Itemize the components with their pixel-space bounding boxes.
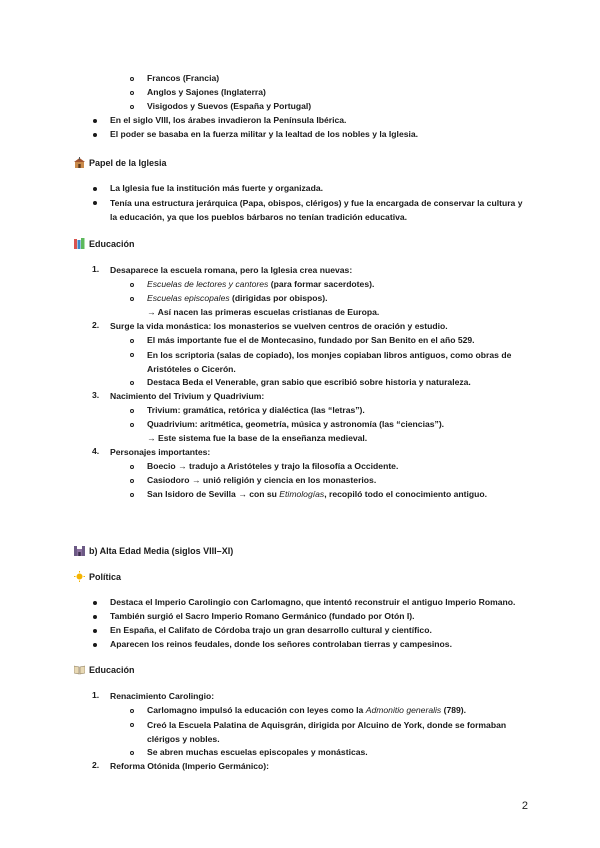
castle-icon xyxy=(74,545,85,556)
sub-bullet xyxy=(130,465,134,469)
page-number: 2 xyxy=(521,800,528,812)
books-icon xyxy=(74,238,85,249)
section-heading-text: Política xyxy=(89,571,122,582)
section-heading xyxy=(74,157,167,168)
list-item: Personajes importantes: xyxy=(110,447,211,457)
bullet xyxy=(93,643,97,647)
list-item: Se abren muchas escuelas episcopales y monásticas. xyxy=(147,747,368,757)
list-number: 1. xyxy=(92,264,100,274)
sub-bullet xyxy=(130,409,134,413)
sub-bullet xyxy=(130,105,134,109)
list-item: También surgió el Sacro Imperio Romano Germánico (fundado por Otón I). xyxy=(110,611,415,621)
sub-bullet xyxy=(130,77,134,81)
list-number: 4. xyxy=(92,446,100,456)
section-heading xyxy=(74,545,233,556)
bullet xyxy=(93,629,97,633)
bullet xyxy=(93,133,97,137)
list-item: Creó la Escuela Palatina de Aquisgrán, dirigida por Alcuino de York, donde se formaban clérigos y nobles. xyxy=(147,720,507,744)
bullet xyxy=(93,119,97,123)
list-item: Destaca Beda el Venerable, gran sabio que escribió sobre historia y naturaleza. xyxy=(147,377,471,387)
list-number: 3. xyxy=(92,390,100,400)
list-item: Tenía una estructura jerárquica (Papa, obispos, clérigos) y fue la encargada de conservar la cultura y la educación, ya que los pueblos bárbaros no tenían tradición educativa. xyxy=(110,198,523,222)
section-heading xyxy=(74,238,135,249)
list-item: En los scriptoria (salas de copiado), los monjes copiaban libros antiguos, como obras de Aristóteles o Cicerón. xyxy=(147,350,512,374)
sub-bullet xyxy=(130,353,134,357)
sub-bullet xyxy=(130,381,134,385)
list-item: En España, el Califato de Córdoba trajo un gran desarrollo cultural y científico. xyxy=(110,625,432,635)
list-item: Reforma Otónida (Imperio Germánico): xyxy=(110,761,270,771)
bullet xyxy=(93,187,97,191)
sub-bullet xyxy=(130,479,134,483)
section-heading-text: Educación xyxy=(89,664,135,675)
section-heading xyxy=(74,571,121,582)
list-item: Carlomagno impulsó la educación con leyes como la Admonitio generalis (789). xyxy=(147,705,467,715)
list-item: Aparecen los reinos feudales, donde los señores controlaban tierras y campesinos. xyxy=(110,639,452,649)
list-item: Trivium: gramática, retórica y dialéctica (las “letras”). xyxy=(147,405,365,415)
sub-bullet xyxy=(130,709,134,713)
list-item: Francos (Francia) xyxy=(147,73,220,83)
list-number: 2. xyxy=(92,760,100,770)
sub-bullet xyxy=(130,283,134,287)
list-item: Boecio → tradujo a Aristóteles y trajo la filosofía a Occidente. xyxy=(147,461,399,471)
list-item: Quadrivium: aritmética, geometría, música y astronomía (las “ciencias”). xyxy=(147,419,445,429)
sun-icon xyxy=(74,571,85,582)
list-item: La Iglesia fue la institución más fuerte y organizada. xyxy=(110,183,323,193)
list-number: 1. xyxy=(92,690,100,700)
sub-bullet xyxy=(130,297,134,301)
list-item: Visigodos y Suevos (España y Portugal) xyxy=(147,101,312,111)
bullet xyxy=(93,615,97,619)
section-heading-text: Papel de la Iglesia xyxy=(89,157,167,168)
sub-bullet xyxy=(130,423,134,427)
list-item: Surge la vida monástica: los monasterios se vuelven centros de oración y estudio. xyxy=(110,321,448,331)
sub-bullet xyxy=(130,339,134,343)
list-item: Destaca el Imperio Carolingio con Carlomagno, que intentó reconstruir el antiguo Imperio Romano. xyxy=(110,597,516,607)
list-item: Escuelas de lectores y cantores (para formar sacerdotes). xyxy=(147,279,375,289)
section-heading-text: b) Alta Edad Media (siglos VIII–XI) xyxy=(89,545,234,556)
sub-bullet xyxy=(130,751,134,755)
list-item: El más importante fue el de Montecasino, fundado por San Benito en el año 529. xyxy=(147,335,475,345)
sub-bullet xyxy=(130,723,134,727)
list-item: En el siglo VIII, los árabes invadieron la Península Ibérica. xyxy=(110,115,347,125)
list-item: → Así nacen las primeras escuelas cristianas de Europa. xyxy=(147,307,380,317)
sub-bullet xyxy=(130,493,134,497)
list-item: San Isidoro de Sevilla → con su Etimologías, recopiló todo el conocimiento antiguo. xyxy=(147,489,488,499)
list-item: Nacimiento del Trivium y Quadrivium: xyxy=(110,391,265,401)
list-item: Desaparece la escuela romana, pero la Iglesia crea nuevas: xyxy=(110,265,353,275)
section-heading xyxy=(74,664,135,675)
list-item: Casiodoro → unió religión y ciencia en los monasterios. xyxy=(147,475,377,485)
sub-bullet xyxy=(130,91,134,95)
section-heading-text: Educación xyxy=(89,238,135,249)
church-icon xyxy=(74,157,85,168)
book-icon xyxy=(74,664,85,675)
list-item: Anglos y Sajones (Inglaterra) xyxy=(147,87,266,97)
list-item: Escuelas episcopales (dirigidas por obispos). xyxy=(147,293,328,303)
list-item: → Este sistema fue la base de la enseñanza medieval. xyxy=(147,433,368,443)
list-item: El poder se basaba en la fuerza militar y la lealtad de los nobles y la Iglesia. xyxy=(110,129,419,139)
list-item: Renacimiento Carolingio: xyxy=(110,691,215,701)
bullet xyxy=(93,601,97,605)
list-number: 2. xyxy=(92,320,100,330)
bullet xyxy=(93,201,97,205)
